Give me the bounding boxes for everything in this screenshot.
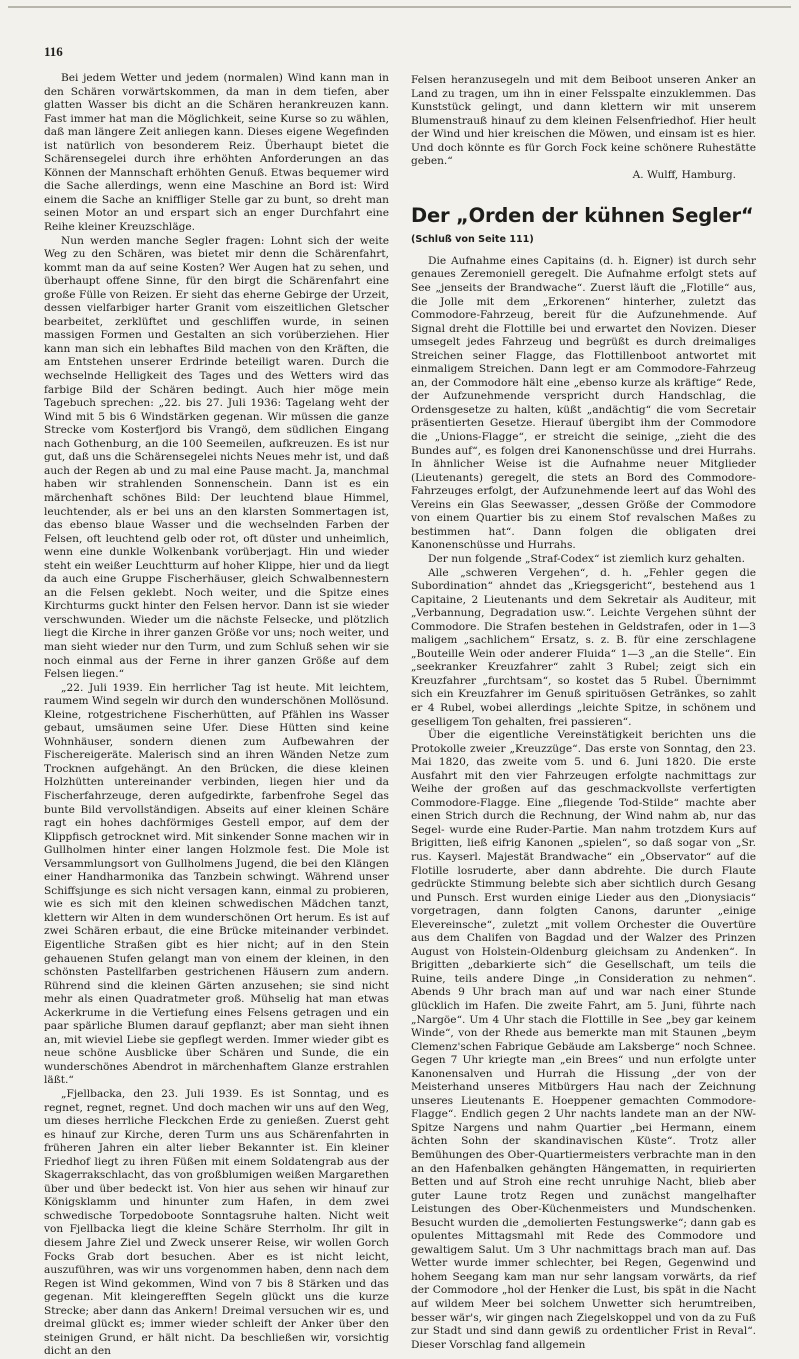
page-number: 116	[44, 44, 63, 59]
author-signature: A. Wulff, Hamburg.	[632, 168, 736, 181]
top-rule	[8, 6, 791, 8]
article-subtitle: (Schluß von Seite 111)	[411, 234, 534, 246]
left-paragraph-2: Nun werden manche Segler fragen: Lohnt sich der weite Weg zu den Schären, was bietet mir denn die Schärenfahrt, kommt man da auf seine Kosten? Wer Augen hat zu sehen, und überhaupt offene Sinne, für den birgt die Schärenfahrt eine große Fülle von Reizen. Er sieht das eherne Gebirge der Urzeit, dessen vielfarbiger harter Granit vom eiszeitlichen Gletscher bearbeitet, zerklüftet und geschliffen wurde, in seinen massigen Formen und Gestalten an sich vorüberziehen. Hier kann man sich ein lebhaftes Bild machen von den Kräften, die am Entstehen unserer Erdrinde beteiligt waren. Durch die wechselnde Helligkeit des Tages und des Wetters wird das farbige Bild der Schären bedingt. Auch hier möge mein Tagebuch sprechen: „22. bis 27. Juli 1936: Tagelang weht der Wind mit 5 bis 6 Windstärken gegenan. Wir müssen die ganze Strecke vom Kosterfjord bis Vrangö, dem südlichen Eingang nach Gothenburg, an die 100 Seemeilen, aufkreuzen. Es ist nur gut, daß uns die Schärensegelei nichts Neues mehr ist, und daß auch der Regen ab und zu mal eine Pause macht. Ja, manchmal haben wir strahlenden Sonnenschein. Dann ist es ein märchenhaft schönes Bild: Der leuchtend blaue Himmel, leuchtender, als er bei uns an den klarsten Sommertagen ist, das ebenso blaue Wasser und die wechselnden Farben der Felsen, oft leuchtend gelb oder rot, oft düster und unheimlich, wenn eine dunkle Wolkenbank vorüberjagt. Hin und wieder steht ein weißer Leuchtturm auf hoher Klippe, hier und da liegt da auch eine Gruppe Fischerhäuser, gleich Schwalbennestern an die Felsen geklebt. Noch weiter, und die Spitze eines Kirchturms guckt hinter den Felsen hervor. Dann ist sie wieder verschwunden. Wieder um die nächste Felsecke, und plötzlich liegt die Kirche in ihrer ganzen Größe vor uns; noch weiter, und man sieht wieder nur den Turm, und zum Schluß sehen wir sie noch einmal aus der Ferne in ihrer ganzen Größe auf dem Felsen liegen.“	[44, 234, 389, 681]
left-paragraph-3: „22. Juli 1939. Ein herrlicher Tag ist heute. Mit leichtem, raumem Wind segeln wir durch den wunderschönen Mollösund. Kleine, rotgestrichene Fischerhütten, auf Pfählen ins Wasser gebaut, umsäumen seine Ufer. Diese Hütten sind keine Wohnhäuser, sondern dienen zum Aufbewahren der Fischereigeräte. Malerisch sind an ihren Wänden Netze zum Trocknen aufgehängt. An den Brücken, die diese kleinen Holzhütten untereinander verbinden, liegen hier und da Fischerfahrzeuge, deren aufgedirkte, farbenfrohe Segel das bunte Bild vervollständigen. Abseits auf einer kleinen Schäre ragt ein hohes dachförmiges Gestell empor, auf dem der Klippfisch getrocknet wird. Mit sinkender Sonne machen wir in Gullholmen hinter einer langen Holzmole fest. Die Mole ist Versammlungsort von Gullholmens Jugend, die bei den Klängen einer Handharmonika das Tanzbein schwingt. Während unser Schiffsjunge es sich nicht versagen kann, einmal zu probieren, wie es sich mit den kleinen schwedischen Mädchen tanzt, klettern wir Alten in dem wunderschönen Ort herum. Es ist auf zwei Schären erbaut, die eine Brücke miteinander verbindet. Eigentliche Straßen gibt es hier nicht; auf in den Stein gehauenen Stufen gelangt man von einem der kleinen, in den schönsten Pastellfarben gestrichenen Häusern zum andern. Rührend sind die kleinen Gärten anzusehen; sie sind nicht mehr als einen Quadratmeter groß. Mühselig hat man etwas Ackerkrume in die Vertiefung eines Felsens getragen und ein paar spärliche Blumen darauf gepflanzt; aber man sieht ihnen an, mit wieviel Liebe sie gepflegt werden. Immer wieder gibt es neue schöne Ausblicke über Schären und Sunde, die ein wunderschönes Abendrot in märchenhaftem Glanze erstrahlen läßt.“	[44, 681, 389, 1087]
article-paragraph-4: Über die eigentliche Vereinstätigkeit berichten uns die Protokolle zweier „Kreuzzüge“. Das erste von Sonntag, den 23. Mai 1820, das zweite vom 5. und 6. Juni 1820. Die erste Ausfahrt mit den vier Fahrzeugen erfolgte nachmittags zur Weihe der großen auf das geschmackvollste verfertigten Commodore-Flagge. Eine „fliegende Tod-Stilde“ machte aber einen Strich durch die Rechnung, der Wind nahm ab, nur das Segel- wurde eine Ruder-Partie. Man nahm trotzdem Kurs auf Brigitten, ließ eifrig Kanonen „spielen“, so daß sogar von „Sr. rus. Kayserl. Majestät Brandwache“ ein „Observator“ auf die Flotille losruderte, aber dann abdrehte. Die durch Flaute gedrückte Stimmung belebte sich aber sichtlich durch Gesang und Punsch. Erst wurden einige Lieder aus den „Dionysiacis“ vorgetragen, dann folgten Canons, darunter „einige Elevereinsche“, zuletzt „mit vollem Orchester die Ouvertüre aus dem Chalifen von Bagdad und der Walzer des Prinzen August von Holstein-Oldenburg gleichsam zu Andenken“. In Brigitten „debarkierte sich“ die Gesellschaft, um teils die Ruine, teils andere Dinge „in Consideration zu nehmen“. Abends 9 Uhr brach man auf und war nach einer Stunde glücklich im Hafen. Die zweite Fahrt, am 5. Juni, führte nach „Nargöe“. Um 4 Uhr stach die Flottille in See „bey gar keinem Winde“, von der Rhede aus bemerkte man mit Staunen „beym Clemenz'schen Fabrique Gebäude am Laksberge“ noch Schnee. Gegen 7 Uhr kriegte man „ein Brees“ und nun erfolgte unter Kanonensalven und Hurrah die Hissung „der von der Meisterhand unseres Mitbürgers Hau nach der Zeichnung unseres Lieutenants E. Hoeppener gemachten Commodore-Flagge“. Endlich gegen 2 Uhr nachts landete man an der NW-Spitze Nargens und nahm Quartier „bei Hermann, einem ächten Sohn der skandinavischen Küste“. Trotz aller Bemühungen des Ober-Quartiermeisters verbrachte man in den an den Hafenbalken gehängten Hängematten, in requirierten Betten und auf Stroh eine recht unruhige Nacht, blieb aber guter Laune trotz Regen und zunächst mangelhafter Leistungen des Ober-Küchenmeisters und Mundschenken. Besucht wurden die „demolierten Festungswerke“; dann gab es opulentes Mittagsmahl mit Rede des Commodore und gewaltigem Salut. Um 3 Uhr nachmittags brach man auf. Das Wetter wurde immer schlechter, bei Regen, Gegenwind und hohem Seegang kam man nur sehr langsam vorwärts, da rief der Commodore „hol der Henker die Lust, bis spät in die Nacht auf wildem Meer bei solchem Unwetter sich herumtreiben, besser wär's, wir gingen nach Ziegelskoppel und von da zu Fuß zur Stadt und sind dann gewiß zu ordentlicher Frist in Reval“. Dieser Vorschlag fand allgemein	[411, 729, 756, 1351]
left-column	[44, 72, 389, 1359]
article-paragraph-1: Die Aufnahme eines Capitains (d. h. Eigner) ist durch sehr genaues Zeremoniell geregelt. Die Aufnahme erfolgt stets auf See „jenseits der Brandwache“. Zuerst läuft die „Flotille“ aus, die Jolle mit dem „Erkorenen“ hinterher, zuletzt das Commodore-Fahrzeug, bereit für die Aufzunehmende. Auf Signal dreht die Flottille bei und erwartet den Novizen. Dieser umsegelt jedes Fahrzeug und begrüßt es durch dreimaliges Streichen seiner Flagge, das Flottillenboot antwortet mit einmaligem Streichen. Dann legt er am Commodore-Fahrzeug an, der Commodore hält eine „ebenso kurze als kräftige“ Rede, der Aufzunehmende verspricht durch Handschlag, die Ordensgesetze zu halten, küßt „andächtig“ die vom Secretair präsentierten Gesetze. Hierauf übergibt ihm der Commodore die „Unions-Flagge“, er streicht die seinige, „zieht die des Bundes auf“, es folgen drei Kanonenschüsse und drei Hurrahs. In ähnlicher Weise ist die Aufnahme neuer Mitglieder (Lieutenants) geregelt, die stets an Bord des Commodore-Fahrzeuges erfolgt, der Aufzunehmende leert auf das Wohl des Vereins ein Glas Seewasser, „dessen Größe der Commodore von einem Quartier bis zu einem Stof revalschen Maßes zu bestimmen hat“. Dann folgen die obligaten drei Kanonenschüsse und Hurrahs.	[411, 254, 756, 552]
continued-paragraph: Felsen heranzusegeln und mit dem Beiboot unseren Anker an Land zu tragen, um ihn in einer Felsspalte einzuklemmen. Das Kunststück gelingt, und dann klettern wir mit unserem Blumenstrauß hinauf zu dem kleinen Felsenfriedhof. Hier heult der Wind und hier kreischen die Möwen, und einsam ist es hier. Und doch könnte es für Gorch Fock keine schönere Ruhestätte geben.“	[411, 74, 756, 168]
article-paragraph-3: Alle „schweren Vergehen“, d. h. „Fehler gegen die Subordination“ ahndet das „Kriegsgericht“, bestehend aus 1 Capitaine, 2 Lieutenants und dem Sekretair als Auditeur, mit „Verbannung, Degradation usw.“. Leichte Vergehen sühnt der Commodore. Die Strafen bestehen in Geldstrafen, oder in 1—3 maligem „sachlichem“ Ersatz, s. z. B. für eine zerschlagene „Bouteille Wein oder anderer Fluida“ 1—3 „an die Stelle“. Ein „seekranker Kreuzfahrer“ zahlt 3 Rubel; zeigt sich ein Kreuzfahrer „furchtsam“, so kostet das 5 Rubel. Übernimmt sich ein Kreuzfahrer im Genuß spirituösen Getränkes, so zahlt er 4 Rubel, wobei allerdings „leichte Spitze, in schönem und geselligem Ton gehalten, frei passieren“.	[411, 566, 756, 728]
left-paragraph-4: „Fjellbacka, den 23. Juli 1939. Es ist Sonntag, und es regnet, regnet, regnet. Und doch machen wir uns auf den Weg, um dieses herrliche Fleckchen Erde zu genießen. Zuerst geht es hinauf zur Kirche, deren Turm uns aus Schärenfahrten in früheren Jahren ein alter lieber Bekannter ist. Ein kleiner Friedhof liegt zu ihren Füßen mit einem Soldatengrab aus der Skagerrakschlacht, das von großblumigen weißen Margarethen über und über bedeckt ist. Von hier aus sehen wir hinauf zur Königsklamm und hinunter zum Hafen, in dem zwei schwedische Torpedoboote Sonntagsruhe halten. Nicht weit von Fjellbacka liegt die kleine Schäre Sterrholm. Ihr gilt in diesem Jahre Ziel und Zweck unserer Reise, wir wollen Gorch Focks Grab dort besuchen. Aber es ist nicht leicht, auszuführen, was wir uns vorgenommen haben, denn nach dem Regen ist Wind gekommen, Wind von 7 bis 8 Stärken und das gegenan. Mit kleingerefften Segeln glückt uns die kurze Strecke; aber dann das Ankern! Dreimal versuchen wir es, und dreimal glückt es; immer wieder schleift der Anker über den steinigen Grund, er hält nicht. Da beschließen wir, vorsichtig dicht an den	[44, 1088, 389, 1358]
article-paragraph-2: Der nun folgende „Straf-Codex“ ist ziemlich kurz gehalten.	[428, 552, 745, 565]
left-paragraph-1: Bei jedem Wetter und jedem (normalen) Wind kann man in den Schären vorwärtskommen, da man in dem tiefen, aber glatten Wasser bis dicht an die Schären herankreuzen kann. Fast immer hat man die Möglichkeit, seine Kurse so zu wählen, daß man längere Zeit anliegen kann. Dieses eigene Wegefinden ist natürlich von besonderem Reiz. Überhaupt bietet die Schärensegelei durch ihre erhöhten Anforderungen an das Können der Mannschaft erhöhten Genuß. Etwas bequemer wird die Sache allerdings, wenn eine Maschine an Bord ist: Wird einem die Sache an kniffliger Stelle gar zu bunt, so dreht man seinen Motor an und erspart sich an enger Durchfahrt eine Reihe kleiner Kreuzschläge.	[44, 72, 389, 234]
right-column	[411, 74, 756, 1352]
article-title: Der „Orden der kühnen Segler“	[411, 204, 754, 228]
